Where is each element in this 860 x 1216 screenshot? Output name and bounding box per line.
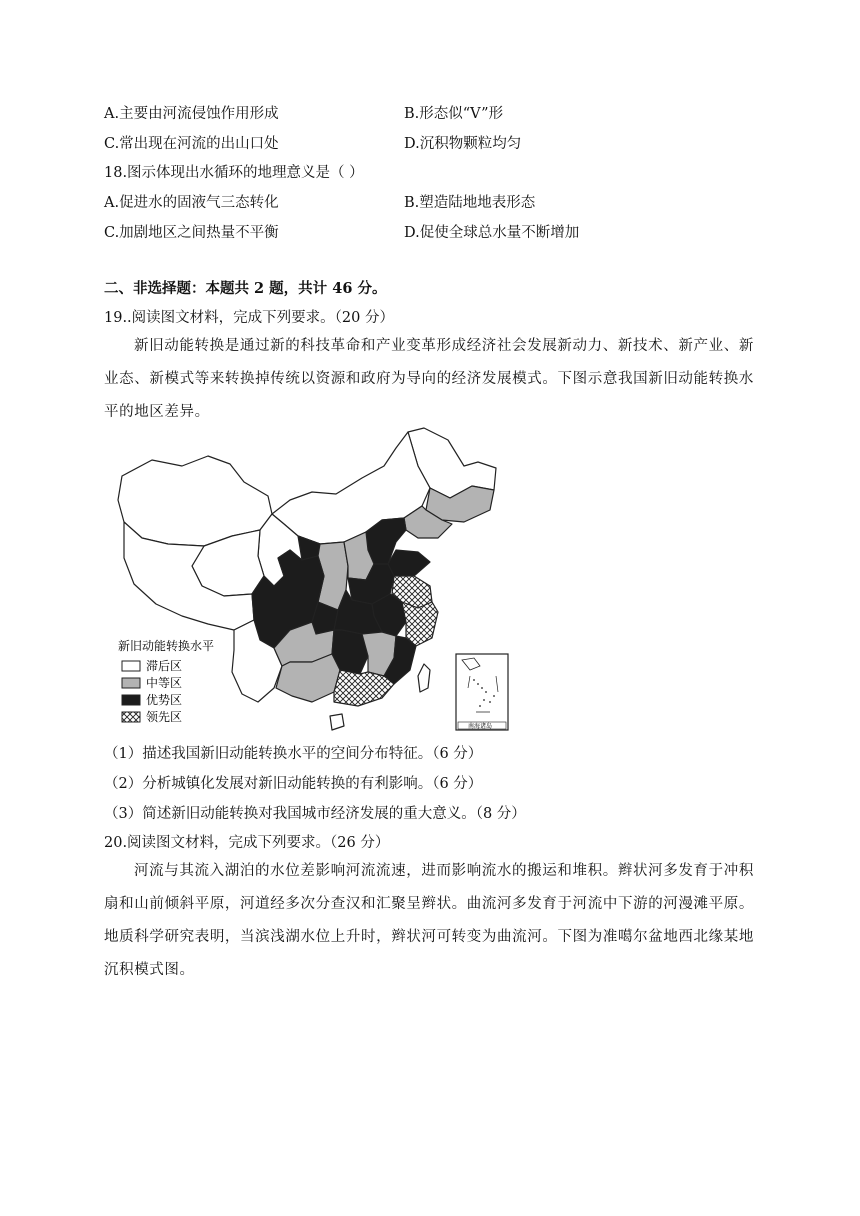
south-china-sea-inset [456,654,508,730]
q19-material: 新旧动能转换是通过新的科技革命和产业变革形成经济社会发展新动力、新技术、新产业、新业态、新模式等来转换掉传统以资源和政府为导向的经济发展模式。下图示意我国新旧动能转换水平的地区差异。 [104,338,754,420]
region-hainan [330,714,344,730]
legend-swatch-lagging [122,661,140,671]
region-shandong [388,550,430,576]
region-taiwan [418,664,430,692]
q18-stem: 18.图示体现出水循环的地理意义是（ ） [104,165,364,181]
legend-swatch-advantage [122,695,140,705]
q19-sub3: （3）简述新旧动能转换对我国城市经济发展的重大意义。（8 分） [104,806,526,822]
inset-caption: 南海诸岛 [468,723,493,730]
q18-option-b: B.塑造陆地地表形态 [404,195,536,211]
q17-option-a: A.主要由河流侵蚀作用形成 [104,106,279,122]
legend-swatch-medium [122,678,140,688]
q17-option-c: C.常出现在河流的出山口处 [104,136,279,152]
q20-material: 河流与其流入湖泊的水位差影响河流流速，进而影响流水的搬运和堆积。辫状河多发育于冲积扇和山前倾斜平原，河道经多次分查汉和汇聚呈辫状。曲流河多发育于河流中下游的河漫滩平原。地质科学研究表明，当滨浅湖水位上升时，辫状河可转变为曲流河。下图为准噶尔盆地西北缘某地沉积模式图。 [104,863,754,978]
legend-label-leading: 领先区 [146,710,183,724]
q17-option-b: B.形态似“V”形 [404,106,504,122]
legend-swatch-leading [122,712,140,722]
section-heading: 二、非选择题：本题共 2 题，共计 46 分。 [104,280,387,297]
legend-label-lagging: 滞后区 [146,659,183,673]
q19-stem: 19..阅读图文材料，完成下列要求。（20 分） [104,310,394,326]
q19-sub2: （2）分析城镇化发展对新旧动能转换的有利影响。（6 分） [104,776,483,792]
legend-label-advantage: 优势区 [146,693,183,707]
q19-sub1: （1）描述我国新旧动能转换水平的空间分布特征。（6 分） [104,746,483,762]
legend-title: 新旧动能转换水平 [118,639,215,653]
china-map-figure [112,426,512,736]
q18-option-a: A.促进水的固液气三态转化 [104,195,279,211]
q17-option-d: D.沉积物颗粒均匀 [404,136,522,152]
q18-option-c: C.加剧地区之间热量不平衡 [104,225,279,241]
q18-option-d: D.促使全球总水量不断增加 [404,225,580,241]
legend-label-medium: 中等区 [146,676,183,690]
q20-stem: 20.阅读图文材料，完成下列要求。（26 分） [104,835,390,851]
map-legend [118,638,214,724]
